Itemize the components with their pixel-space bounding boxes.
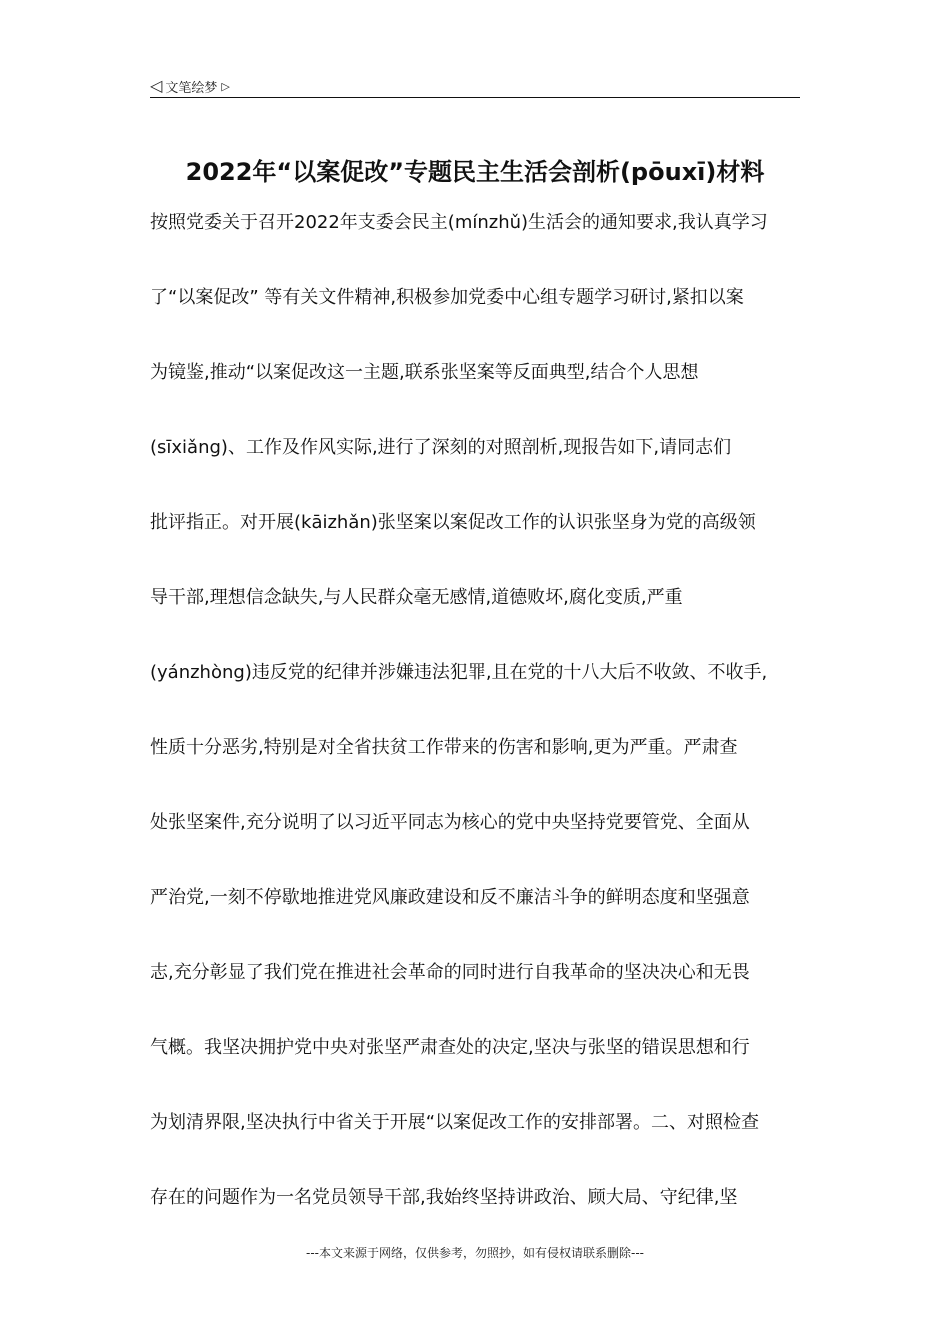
header-brand: 文笔绘梦 [165,80,218,96]
body-line: 存在的问题作为一名党员领导干部,我始终坚持讲政治、顾大局、守纪律,坚 [150,1187,738,1208]
document-title: 2022年“以案促改”专题民主生活会剖析(pōuxī)材料 [185,158,765,186]
triangle-right-icon: ▷ [221,79,230,93]
body-line: 处张坚案件,充分说明了以习近平同志为核心的党中央坚持党要管党、全面从 [150,812,750,833]
body-line: 气概。我坚决拥护党中央对张坚严肃查处的决定,坚决与张坚的错误思想和行 [150,1037,750,1058]
page-footer: ---本文来源于网络，仅供参考，勿照抄，如有侵权请联系删除--- [306,1246,644,1260]
body-line: 严治党,一刻不停歇地推进党风廉政建设和反不廉洁斗争的鲜明态度和坚强意 [150,887,750,908]
body-line: 性质十分恶劣,特别是对全省扶贫工作带来的伤害和影响,更为严重。严肃查 [150,737,738,758]
body-line: 了“以案促改” 等有关文件精神,积极参加党委中心组专题学习研讨,紧扣以案 [150,287,744,308]
body-line: 按照党委关于召开2022年支委会民主(mínzhǔ)生活会的通知要求,我认真学习 [150,212,768,233]
body-line: 批评指正。对开展(kāizhǎn)张坚案以案促改工作的认识张坚身为党的高级领 [150,512,756,533]
body-line: 为划清界限,坚决执行中省关于开展“以案促改工作的安排部署。二、对照检查 [150,1112,760,1133]
page-header [150,74,800,98]
body-line: (yánzhòng)违反党的纪律并涉嫌违法犯罪,且在党的十八大后不收敛、不收手, [150,662,768,683]
document-body [150,200,810,1250]
body-line: 为镜鉴,推动“以案促改这一主题,联系张坚案等反面典型,结合个人思想 [150,362,699,383]
triangle-left-icon: ◁ [150,76,163,95]
body-line: 志,充分彰显了我们党在推进社会革命的同时进行自我革命的坚决决心和无畏 [150,962,750,983]
body-line: 导干部,理想信念缺失,与人民群众毫无感情,道德败坏,腐化变质,严重 [150,587,683,608]
header-divider [150,97,800,98]
body-line: (sīxiǎng)、工作及作风实际,进行了深刻的对照剖析,现报告如下,请同志们 [150,437,732,458]
